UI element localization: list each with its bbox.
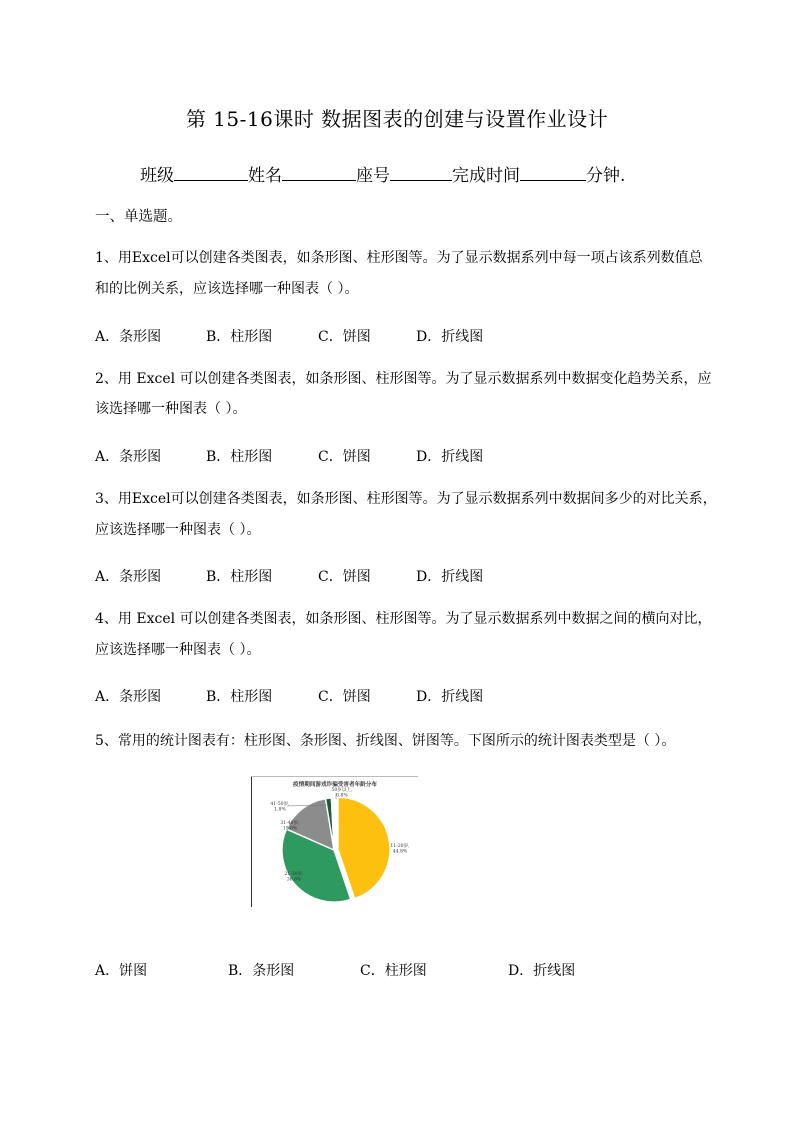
question-1-line-1: 1、用Excel可以创建各类图表，如条形图、柱形图等。为了显示数据系列中每一项占该系列数值总: [95, 250, 703, 266]
q3-option-a: A．条形图: [95, 569, 162, 585]
q4-option-c: C．饼图: [318, 689, 371, 705]
q4-option-b: B．柱形图: [206, 689, 273, 705]
q2-option-a: A．条形图: [95, 449, 162, 465]
section-heading: 一、单选题。: [95, 209, 182, 225]
seat-label: 座号: [356, 166, 390, 186]
minute-label: 分钟.: [586, 166, 626, 186]
question-5-line-1: 5、常用的统计图表有：柱形图、条形图、折线图、饼图等。下图所示的统计图表类型是（ ）。: [95, 733, 676, 749]
q4-option-d: D．折线图: [416, 689, 484, 705]
slice-label-1: 11-20岁, 44.8%: [390, 844, 410, 855]
question-4-line-1: 4、用 Excel 可以创建各类图表，如条形图、柱形图等。为了显示数据系列中数据之间的横向对比，: [95, 611, 712, 627]
q3-option-b: B．柱形图: [206, 569, 273, 585]
q4-option-a: A．条形图: [95, 689, 162, 705]
chart-title: 疫情期间游戏诈骗受害者年龄分布: [293, 782, 377, 788]
question-3-line-1: 3、用Excel可以创建各类图表，如条形图、柱形图等。为了显示数据系列中数据间多少的对比关系，: [95, 491, 717, 507]
seat-blank: [390, 166, 452, 181]
pie-chart: [250, 777, 420, 907]
q1-option-b: B．柱形图: [206, 329, 273, 345]
question-1-line-2: 和的比例关系，应该选择哪一种图表（ ）。: [95, 281, 359, 297]
q3-option-c: C．饼图: [318, 569, 371, 585]
q5-option-a: A．饼图: [95, 963, 148, 979]
slice-label-5: 50岁以上, 0.8%: [331, 788, 353, 799]
question-3-line-2: 应该选择哪一种图表（ ）。: [95, 522, 261, 538]
name-label: 姓名: [248, 166, 282, 186]
q1-option-d: D．折线图: [416, 329, 484, 345]
question-2-line-1: 2、用 Excel 可以创建各类图表，如条形图、柱形图等。为了显示数据系列中数据变化趋势关系，应: [95, 371, 712, 387]
page-title: 第 15-16课时 数据图表的创建与设置作业设计: [185, 107, 609, 131]
slice-label-4: 41-50岁, 1.8%: [270, 802, 290, 813]
slice-label-3: 31-40岁, 15.8%: [280, 821, 300, 832]
name-blank: [282, 166, 356, 181]
q5-option-b: B．条形图: [228, 963, 295, 979]
question-2-line-2: 该选择哪一种图表（ ）。: [95, 401, 247, 417]
time-label: 完成时间: [452, 166, 520, 186]
q1-option-c: C．饼图: [318, 329, 371, 345]
question-4-line-2: 应该选择哪一种图表（ ）。: [95, 642, 261, 658]
q2-option-c: C．饼图: [318, 449, 371, 465]
q5-option-d: D．折线图: [508, 963, 576, 979]
q2-option-b: B．柱形图: [206, 449, 273, 465]
slice-label-2: 21-30岁, 36.8%: [284, 872, 304, 883]
student-info-line: [140, 161, 625, 186]
class-blank: [174, 166, 248, 181]
class-label: 班级: [140, 166, 174, 186]
q5-option-c: C．柱形图: [360, 963, 427, 979]
time-blank: [520, 166, 586, 181]
q3-option-d: D．折线图: [416, 569, 484, 585]
q2-option-d: D．折线图: [416, 449, 484, 465]
q1-option-a: A．条形图: [95, 329, 162, 345]
